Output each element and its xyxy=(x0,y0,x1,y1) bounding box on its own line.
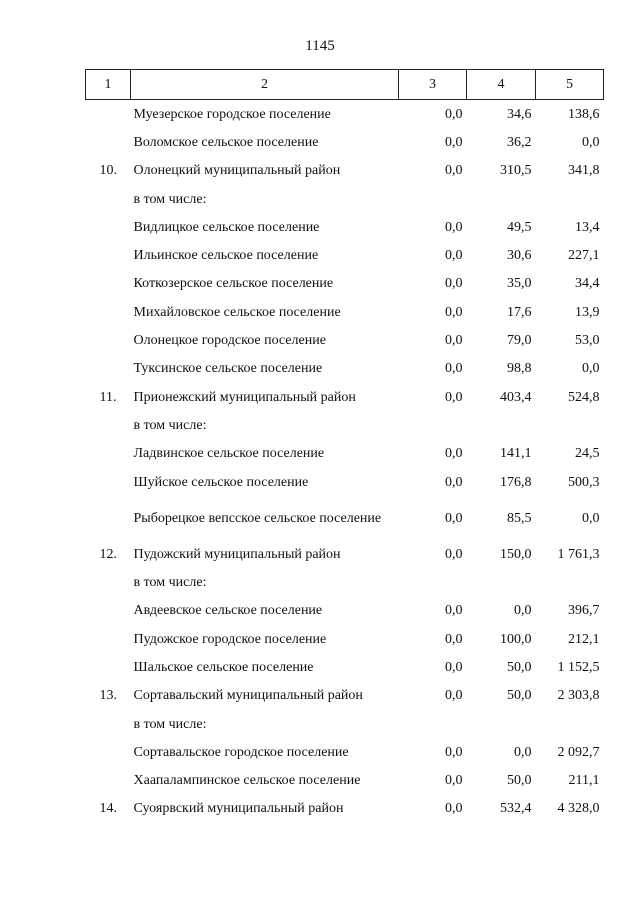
row-name: Воломское сельское поселение xyxy=(133,134,319,150)
row-value-col5: 2 303,8 xyxy=(557,688,600,704)
table-row xyxy=(86,682,604,710)
row-name: Видлицкое сельское поселение xyxy=(133,219,320,235)
row-number xyxy=(86,710,131,738)
row-value-col3: 0,0 xyxy=(445,219,463,235)
row-value-col3: 0,0 xyxy=(445,304,463,320)
row-value-col5: 138,6 xyxy=(568,106,600,122)
row-value-col3: 0,0 xyxy=(445,333,463,349)
row-number xyxy=(86,440,131,468)
row-name: Хаапалампинское сельское поселение xyxy=(133,773,361,789)
row-name: Михайловское сельское поселение xyxy=(133,304,341,320)
row-value-col3 xyxy=(399,710,467,738)
row-value-col5: 34,4 xyxy=(575,276,600,292)
row-value-col5 xyxy=(536,185,604,213)
row-number xyxy=(86,298,131,326)
row-value-col5: 2 092,7 xyxy=(557,744,600,760)
row-number xyxy=(86,270,131,298)
table-row xyxy=(86,653,604,681)
row-name: Шуйское сельское поселение xyxy=(133,474,309,490)
row-value-col5: 500,3 xyxy=(568,474,600,490)
row-value-col3: 0,0 xyxy=(445,510,463,526)
row-value-col4: 50,0 xyxy=(507,688,532,704)
header-col-5: 5 xyxy=(536,70,604,100)
row-value-col5: 396,7 xyxy=(568,603,600,619)
row-value-col5: 0,0 xyxy=(582,510,600,526)
header-col-1: 1 xyxy=(86,70,131,100)
row-value-col3: 0,0 xyxy=(445,134,463,150)
row-name: Сортавальское городское поселение xyxy=(133,744,349,760)
table-row xyxy=(86,440,604,468)
row-number xyxy=(86,568,131,596)
row-value-col4: 49,5 xyxy=(507,219,532,235)
row-name: в том числе: xyxy=(133,575,207,591)
row-number xyxy=(86,496,131,540)
row-value-col5: 1 152,5 xyxy=(557,659,600,675)
row-number xyxy=(86,767,131,795)
row-name: Пудожское городское поселение xyxy=(133,631,327,647)
row-name: Туксинское сельское поселение xyxy=(133,361,323,377)
row-number xyxy=(86,128,131,156)
row-number xyxy=(86,625,131,653)
row-value-col5 xyxy=(536,411,604,439)
table-body xyxy=(86,100,604,824)
row-value-col4: 310,5 xyxy=(500,163,532,179)
row-value-col5: 13,9 xyxy=(575,304,600,320)
row-value-col5 xyxy=(536,710,604,738)
row-number xyxy=(86,738,131,766)
row-name: Сортавальский муниципальный район xyxy=(133,688,363,704)
row-value-col3: 0,0 xyxy=(445,631,463,647)
row-value-col4 xyxy=(467,411,536,439)
row-value-col5: 524,8 xyxy=(568,389,600,405)
row-value-col3 xyxy=(399,185,467,213)
row-value-col4: 100,0 xyxy=(500,631,532,647)
row-number: 12. xyxy=(99,546,117,562)
row-value-col4: 79,0 xyxy=(507,333,532,349)
row-number: 13. xyxy=(99,688,117,704)
row-value-col3: 0,0 xyxy=(445,446,463,462)
row-value-col5 xyxy=(536,568,604,596)
row-value-col4: 176,8 xyxy=(500,474,532,490)
row-number xyxy=(86,185,131,213)
row-name: Прионежский муниципальный район xyxy=(133,389,356,405)
table-row xyxy=(86,597,604,625)
row-value-col3: 0,0 xyxy=(445,603,463,619)
table-row xyxy=(86,496,604,540)
row-name: Ладвинское сельское поселение xyxy=(133,446,325,462)
row-number xyxy=(86,653,131,681)
row-value-col5: 53,0 xyxy=(575,333,600,349)
row-name: Шальское сельское поселение xyxy=(133,659,314,675)
row-number: 11. xyxy=(99,389,117,405)
table-row xyxy=(86,383,604,411)
row-value-col4 xyxy=(467,185,536,213)
row-value-col3: 0,0 xyxy=(445,773,463,789)
row-value-col5: 4 328,0 xyxy=(557,801,600,817)
row-value-col4: 0,0 xyxy=(514,603,532,619)
table-header-row xyxy=(86,70,604,100)
row-number xyxy=(86,355,131,383)
row-name: Ильинское сельское поселение xyxy=(133,248,319,264)
row-value-col4: 141,1 xyxy=(500,446,532,462)
row-value-col5: 227,1 xyxy=(568,248,600,264)
row-number xyxy=(86,411,131,439)
row-name: Суоярвский муниципальный район xyxy=(133,801,344,817)
table-row xyxy=(86,795,604,823)
row-value-col5: 24,5 xyxy=(575,446,600,462)
row-value-col3: 0,0 xyxy=(445,801,463,817)
header-col-3: 3 xyxy=(399,70,467,100)
table-row xyxy=(86,270,604,298)
row-number xyxy=(86,597,131,625)
row-value-col3: 0,0 xyxy=(445,248,463,264)
row-value-col3: 0,0 xyxy=(445,659,463,675)
row-value-col4: 50,0 xyxy=(507,773,532,789)
row-number xyxy=(86,213,131,241)
row-value-col3 xyxy=(399,411,467,439)
row-value-col4: 85,5 xyxy=(507,510,532,526)
table-row xyxy=(86,100,604,129)
table-row xyxy=(86,298,604,326)
row-value-col4: 98,8 xyxy=(507,361,532,377)
row-value-col5: 0,0 xyxy=(582,134,600,150)
budget-table xyxy=(85,69,604,823)
row-value-col3: 0,0 xyxy=(445,389,463,405)
row-name: Пудожский муниципальный район xyxy=(133,546,341,562)
row-value-col5: 13,4 xyxy=(575,219,600,235)
row-value-col3: 0,0 xyxy=(445,163,463,179)
row-name: в том числе: xyxy=(133,191,207,207)
row-value-col5: 211,1 xyxy=(568,773,600,789)
row-number xyxy=(86,468,131,496)
table-row xyxy=(86,738,604,766)
row-number xyxy=(86,241,131,269)
row-value-col4: 403,4 xyxy=(500,389,532,405)
table-row xyxy=(86,185,604,213)
row-value-col3: 0,0 xyxy=(445,474,463,490)
row-name: Авдеевское сельское поселение xyxy=(133,603,323,619)
row-value-col3: 0,0 xyxy=(445,546,463,562)
row-name: Олонецкое городское поселение xyxy=(133,333,326,349)
table-row xyxy=(86,540,604,568)
row-name: Коткозерское сельское поселение xyxy=(133,276,334,292)
header-col-2: 2 xyxy=(131,70,399,100)
page-number: 1145 xyxy=(305,38,335,54)
table-row xyxy=(86,213,604,241)
table-row xyxy=(86,157,604,185)
row-value-col5: 341,8 xyxy=(568,163,600,179)
row-value-col4: 30,6 xyxy=(507,248,532,264)
row-value-col3: 0,0 xyxy=(445,744,463,760)
row-name: Муезерское городское поселение xyxy=(133,106,331,122)
row-number: 10. xyxy=(99,163,117,179)
row-value-col4: 0,0 xyxy=(514,744,532,760)
row-value-col4: 35,0 xyxy=(507,276,532,292)
row-name: Рыборецкое вепсское сельское поселение xyxy=(133,510,382,526)
row-value-col5: 1 761,3 xyxy=(557,546,600,562)
table-row xyxy=(86,411,604,439)
row-value-col4: 150,0 xyxy=(500,546,532,562)
table-row xyxy=(86,355,604,383)
row-value-col4: 532,4 xyxy=(500,801,532,817)
row-value-col4 xyxy=(467,710,536,738)
row-value-col3: 0,0 xyxy=(445,688,463,704)
row-value-col3: 0,0 xyxy=(445,361,463,377)
row-value-col3: 0,0 xyxy=(445,276,463,292)
header-col-4: 4 xyxy=(467,70,536,100)
row-name: в том числе: xyxy=(133,417,207,433)
table-row xyxy=(86,767,604,795)
row-number xyxy=(86,100,131,129)
row-value-col4: 17,6 xyxy=(507,304,532,320)
row-value-col4 xyxy=(467,568,536,596)
table-row xyxy=(86,710,604,738)
row-value-col3: 0,0 xyxy=(445,106,463,122)
row-value-col3 xyxy=(399,568,467,596)
table-row xyxy=(86,326,604,354)
row-value-col4: 50,0 xyxy=(507,659,532,675)
table-row xyxy=(86,241,604,269)
table-row xyxy=(86,625,604,653)
row-name: в том числе: xyxy=(133,716,207,732)
row-number xyxy=(86,326,131,354)
table-row xyxy=(86,128,604,156)
row-value-col4: 34,6 xyxy=(507,106,532,122)
row-name: Олонецкий муниципальный район xyxy=(133,163,341,179)
row-value-col5: 212,1 xyxy=(568,631,600,647)
table-row xyxy=(86,468,604,496)
table-row xyxy=(86,568,604,596)
row-value-col4: 36,2 xyxy=(507,134,532,150)
row-number: 14. xyxy=(99,801,117,817)
row-value-col5: 0,0 xyxy=(582,361,600,377)
